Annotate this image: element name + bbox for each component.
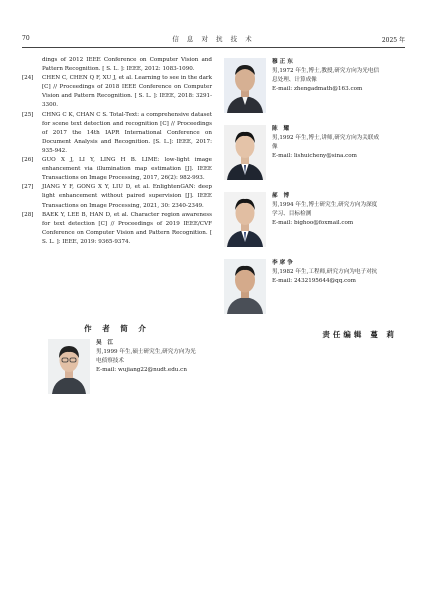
author-photo-image [48, 339, 90, 394]
author-name: 吴 江 [96, 340, 116, 346]
reference-number: [26] [22, 157, 34, 164]
author-photo-image [224, 192, 266, 247]
author-photo [224, 259, 266, 314]
editor-label: 责任编辑 [322, 330, 365, 339]
author-photo [224, 192, 266, 247]
reference-text: JIANG Y F, GONG X Y, LIU D, et al. EnlightenGAN: deep light enhancement without paired supervision [J]. IEEE Transactions on Image Processing, 2021, 30: 2340-2349. [42, 184, 212, 209]
author-email: E-mail: wujiang22@nudt.edu.cn [96, 367, 187, 374]
authors-section-title: 作 者 简 介 [84, 324, 150, 333]
author-name: 穆正东 [272, 59, 295, 65]
reference-text: CHEN C, CHEN Q F, XU J, et al. Learning to see in the dark [C] // Proceedings of 2018 IEEE Conference on Computer Vision and Pattern Recognition. [ S. L. ]: IEEE, 2018: 3291-3300. [42, 75, 212, 109]
reference-item [22, 183, 212, 210]
reference-number: [27] [22, 184, 34, 191]
author-photo [224, 58, 266, 113]
author-email: E-mail: 2432195644@qq.com [272, 278, 356, 285]
reference-text: GUO X J, LI Y, LING H B. LIME: low-light image enhancement via illumination map estimation [J]. IEEE Transactions on Image Processing, 2017, 26(2): 982-993. [42, 157, 212, 182]
author-description: 男,1999 年生,硕士研究生,研究方向为光电侦察技术 [96, 349, 196, 365]
author-email: E-mail: zhengadmath@163.com [272, 86, 363, 93]
reference-text: dings of 2012 IEEE Conference on Computer Vision and Pattern Recognition. [ S. L. ]: IEEE, 2012: 1083-1090. [42, 57, 212, 73]
reference-number: [28] [22, 211, 34, 218]
author-bio [272, 125, 382, 161]
reference-number: [25] [22, 111, 34, 118]
author-email: E-mail: lishuicheny@sina.com [272, 153, 357, 160]
author-photo-image [224, 125, 266, 180]
author-description: 男,1982 年生,工程师,研究方向为电子对抗 [272, 269, 378, 276]
year: 2025 年 [381, 37, 405, 44]
reference-list [22, 56, 212, 247]
page-header [22, 33, 405, 48]
responsible-editor [322, 329, 397, 340]
author-description: 男,1972 年生,博士,教授,研究方向为光电信息处理、计算成像 [272, 68, 380, 84]
author-name: 陈 耀 [272, 126, 292, 132]
reference-item [22, 74, 212, 110]
author-photo-image [224, 58, 266, 113]
reference-text: BAEK Y, LEE B, HAN D, et al. Character region awareness for text detection [C] // Proceedings of 2019 IEEE/CVF Conference on Computer Vision and Pattern Recognition. [ S. L. ]: IEEE, 2019: 9365-9374. [42, 211, 212, 245]
author-photo [48, 339, 90, 394]
author-description: 男,1994 年生,博士研究生,研究方向为深度学习、目标检测 [272, 202, 378, 218]
reference-text: CHNG C K, CHAN C S. Total-Text: a comprehensive dataset for scene text detection and recognition [C] // Proceedings of 2017 the 14th IAPR International Conference on Document Analysis and Recognition. [S. L.]: IEEE, 2017: 935-942. [42, 111, 212, 154]
reference-item [22, 156, 212, 183]
author-name: 郝 博 [272, 193, 292, 199]
author-name: 李席争 [272, 260, 295, 266]
journal-name: 信 息 对 抗 技 术 [172, 35, 255, 43]
reference-number: [24] [22, 75, 34, 82]
editor-name: 蔓 莉 [370, 330, 397, 339]
reference-item [22, 211, 212, 247]
page-number: 70 [22, 35, 30, 42]
author-bio [96, 339, 196, 375]
reference-item [22, 111, 212, 156]
author-photo [224, 125, 266, 180]
author-description: 男,1992 年生,博士,讲师,研究方向为关联成像 [272, 135, 380, 151]
reference-item [22, 56, 212, 74]
author-bio [272, 58, 382, 94]
author-bio [272, 259, 382, 286]
author-photo-image [224, 259, 266, 314]
author-bio [272, 192, 382, 228]
author-email: E-mail: bighoo@foxmail.com [272, 220, 354, 227]
